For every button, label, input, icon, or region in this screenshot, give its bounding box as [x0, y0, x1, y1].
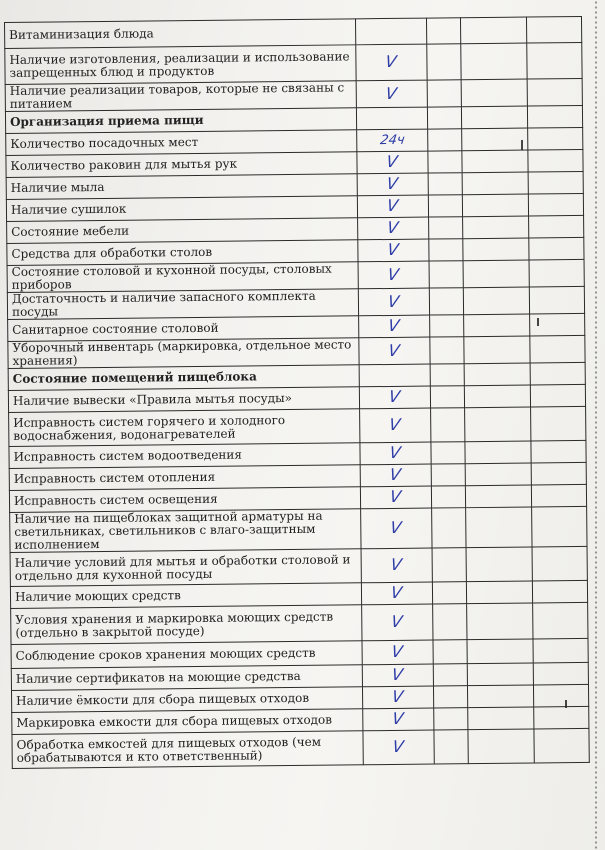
criterion-label: Витаминизация блюда [5, 19, 356, 49]
empty-cell [464, 407, 531, 442]
mark-cell [360, 486, 431, 509]
empty-cell [434, 708, 468, 730]
criterion-label: Количество посадочных мест [6, 130, 357, 156]
empty-cell [463, 260, 530, 288]
empty-cell [467, 685, 534, 708]
mark-cell [356, 107, 427, 130]
empty-cell [463, 314, 530, 337]
handwritten-checkmark: V [385, 151, 399, 172]
table-row [11, 602, 588, 644]
empty-cell [529, 215, 584, 238]
handwritten-checkmark: V [389, 486, 403, 506]
mark-cell [358, 337, 430, 365]
empty-cell [427, 44, 461, 80]
handwritten-checkmark: V [385, 173, 400, 194]
empty-cell [534, 728, 589, 763]
criterion-label: Достаточность и наличие запасного комплекта посуды [7, 289, 358, 320]
empty-cell [427, 80, 461, 107]
empty-cell [529, 237, 584, 260]
empty-cell [532, 506, 587, 547]
empty-cell [462, 194, 529, 217]
empty-cell [467, 639, 534, 664]
empty-cell [428, 129, 462, 151]
criterion-label: Средства для обработки столов [7, 240, 358, 266]
empty-cell [431, 508, 465, 548]
mark-cell [361, 604, 433, 641]
empty-cell [528, 127, 583, 150]
mark-cell [359, 364, 430, 387]
criterion-label: Наличие сертификатов на моющие средства [11, 665, 362, 691]
empty-cell [461, 106, 528, 129]
section-title: Состояние помещений пищеблока [8, 365, 359, 391]
empty-cell [528, 149, 583, 172]
mark-cell [358, 261, 430, 289]
empty-cell [429, 315, 463, 337]
table-row [5, 42, 582, 84]
handwritten-checkmark: V [386, 217, 400, 238]
criterion-label: Уборочный инвентарь (маркировка, отдельное место хранения) [8, 338, 359, 369]
empty-cell [465, 485, 532, 508]
handwritten-checkmark: V [385, 195, 400, 216]
handwritten-checkmark: V [390, 664, 405, 684]
criterion-label: Исправность систем отопления [9, 465, 360, 491]
inspection-table [4, 16, 590, 769]
empty-cell [463, 287, 530, 315]
empty-cell [426, 18, 460, 44]
empty-cell [433, 640, 467, 664]
empty-cell [462, 172, 529, 195]
empty-cell [533, 638, 588, 663]
empty-cell [464, 336, 531, 364]
criterion-label: Состояние мебели [7, 218, 358, 244]
mark-cell [355, 44, 427, 81]
mark-cell [357, 239, 428, 262]
mark-cell [359, 408, 431, 443]
handwritten-checkmark: V [389, 517, 403, 537]
handwritten-checkmark: V [388, 442, 402, 462]
empty-cell [431, 464, 465, 486]
empty-cell [464, 363, 531, 386]
empty-cell [465, 507, 532, 548]
empty-cell [530, 335, 585, 363]
criterion-label: Наличие вывески «Правила мытья посуды» [8, 387, 359, 413]
criterion-label: Условия хранения и маркировка моющих средств (отдельно в закрытой посуде) [11, 605, 362, 645]
mark-cell [362, 640, 433, 665]
empty-cell [529, 286, 584, 314]
mark-cell [359, 386, 430, 409]
handwritten-checkmark: 24ч [378, 132, 406, 149]
mark-cell [356, 151, 427, 174]
empty-cell [429, 261, 463, 288]
empty-cell [460, 43, 527, 80]
empty-cell [530, 313, 585, 336]
empty-cell [530, 384, 585, 407]
empty-cell [527, 16, 582, 43]
criterion-label: Количество раковин для мытья рук [6, 152, 357, 178]
table-row [10, 506, 587, 552]
empty-cell [465, 463, 532, 486]
criterion-label: Санитарное состояние столовой [8, 316, 359, 342]
empty-cell [431, 442, 465, 464]
empty-cell [531, 440, 586, 463]
empty-cell [466, 547, 533, 582]
empty-cell [466, 603, 533, 640]
empty-cell [531, 484, 586, 507]
handwritten-checkmark: V [390, 582, 404, 602]
criterion-label: Наличие мыла [6, 174, 357, 200]
empty-cell [432, 582, 466, 604]
criterion-label: Исправность систем освещения [9, 487, 360, 513]
empty-cell [428, 173, 462, 195]
handwritten-checkmark: V [386, 291, 401, 311]
empty-cell [433, 664, 467, 686]
empty-cell [427, 107, 461, 129]
criterion-label: Наличие условий для мытья и обработки столовой и отдельно для кухонной посуды [10, 549, 361, 587]
criterion-label: Наличие ёмкости для сбора пищевых отходов [12, 687, 363, 713]
empty-cell [462, 216, 529, 239]
empty-cell [429, 239, 463, 261]
empty-cell [533, 602, 588, 639]
handwritten-checkmark: V [384, 51, 398, 72]
empty-cell [528, 171, 583, 194]
empty-cell [528, 193, 583, 216]
mark-cell [355, 18, 427, 45]
empty-cell [461, 79, 528, 107]
criterion-label: Наличие сушилок [6, 196, 357, 222]
mark-cell [357, 217, 428, 240]
empty-cell [460, 17, 527, 44]
empty-cell [467, 663, 534, 686]
criterion-label: Состояние столовой и кухонной посуды, столовых приборов [7, 262, 358, 293]
binder-edge [593, 0, 599, 850]
mark-cell [357, 173, 428, 196]
handwritten-checkmark: V [391, 736, 406, 756]
handwritten-checkmark: V [387, 340, 401, 360]
empty-cell [430, 337, 464, 364]
empty-cell [532, 546, 587, 581]
empty-cell [433, 686, 467, 708]
mark-cell [358, 288, 430, 316]
handwritten-checkmark: V [391, 686, 405, 706]
handwritten-checkmark: V [386, 239, 400, 260]
mark-cell [358, 315, 429, 338]
mark-cell [356, 80, 428, 108]
handwritten-checkmark: V [387, 315, 401, 336]
mark-cell [363, 730, 435, 765]
empty-cell [527, 78, 582, 106]
empty-cell [465, 441, 532, 464]
criterion-label: Наличие изготовления, реализации и использование запрещенных блюд и продуктов [5, 45, 356, 85]
empty-cell [534, 706, 589, 729]
criterion-label: Обработка емкостей для пищевых отходов (чем обрабатываются и кто ответственный) [12, 731, 363, 769]
criterion-label: Наличие реализации товаров, которые не связаны с питанием [5, 81, 356, 112]
criterion-label: Исправность систем горячего и холодного водоснабжения, водонагревателей [9, 409, 360, 447]
handwritten-checkmark: V [390, 641, 405, 661]
mark-cell [361, 548, 433, 583]
empty-cell [533, 662, 588, 685]
section-title: Организация приема пищи [5, 108, 356, 134]
criterion-label: Исправность систем водоотведения [9, 443, 360, 469]
empty-cell [464, 385, 531, 408]
criterion-label: Наличие на пищеблоках защитной арматуры на светильниках, светильников с влаго-защитным исполнением [10, 509, 361, 553]
mark-cell [362, 708, 433, 731]
mark-cell [360, 464, 431, 487]
empty-cell [467, 707, 534, 730]
handwritten-checkmark: V [384, 83, 399, 103]
empty-cell [529, 259, 584, 287]
empty-cell [461, 128, 528, 151]
criterion-label: Наличие моющих средств [10, 583, 361, 609]
empty-cell [531, 462, 586, 485]
handwritten-checkmark: V [388, 464, 403, 484]
empty-cell [466, 581, 533, 604]
criterion-label: Соблюдение сроков хранения моющих средств [11, 641, 362, 669]
empty-cell [432, 604, 466, 640]
mark-cell [360, 442, 431, 465]
table-row [12, 728, 589, 768]
criterion-label: Маркировка емкости для сбора пищевых отходов [12, 709, 363, 735]
empty-cell [462, 150, 529, 173]
mark-cell [356, 129, 427, 152]
empty-cell [431, 486, 465, 508]
empty-cell [428, 195, 462, 217]
handwritten-checkmark: V [390, 611, 404, 631]
handwritten-checkmark: V [387, 386, 402, 407]
empty-cell [430, 408, 464, 442]
empty-cell [429, 288, 463, 315]
empty-cell [428, 217, 462, 239]
empty-cell [527, 42, 582, 79]
empty-cell [532, 580, 587, 603]
handwritten-checkmark: V [386, 264, 401, 284]
mark-cell [361, 582, 432, 605]
mark-cell [362, 686, 433, 709]
handwritten-checkmark: V [389, 554, 404, 574]
empty-cell [434, 730, 468, 764]
mark-cell [357, 195, 428, 218]
mark-cell [360, 508, 432, 549]
mark-cell [362, 664, 433, 687]
empty-cell [534, 684, 589, 707]
empty-cell [527, 105, 582, 128]
empty-cell [531, 406, 586, 441]
empty-cell [468, 729, 535, 764]
empty-cell [428, 151, 462, 173]
empty-cell [430, 386, 464, 408]
handwritten-checkmark: V [388, 414, 402, 434]
empty-cell [430, 364, 464, 386]
empty-cell [463, 238, 530, 261]
empty-cell [530, 362, 585, 385]
empty-cell [432, 548, 466, 582]
handwritten-checkmark: V [391, 708, 405, 728]
